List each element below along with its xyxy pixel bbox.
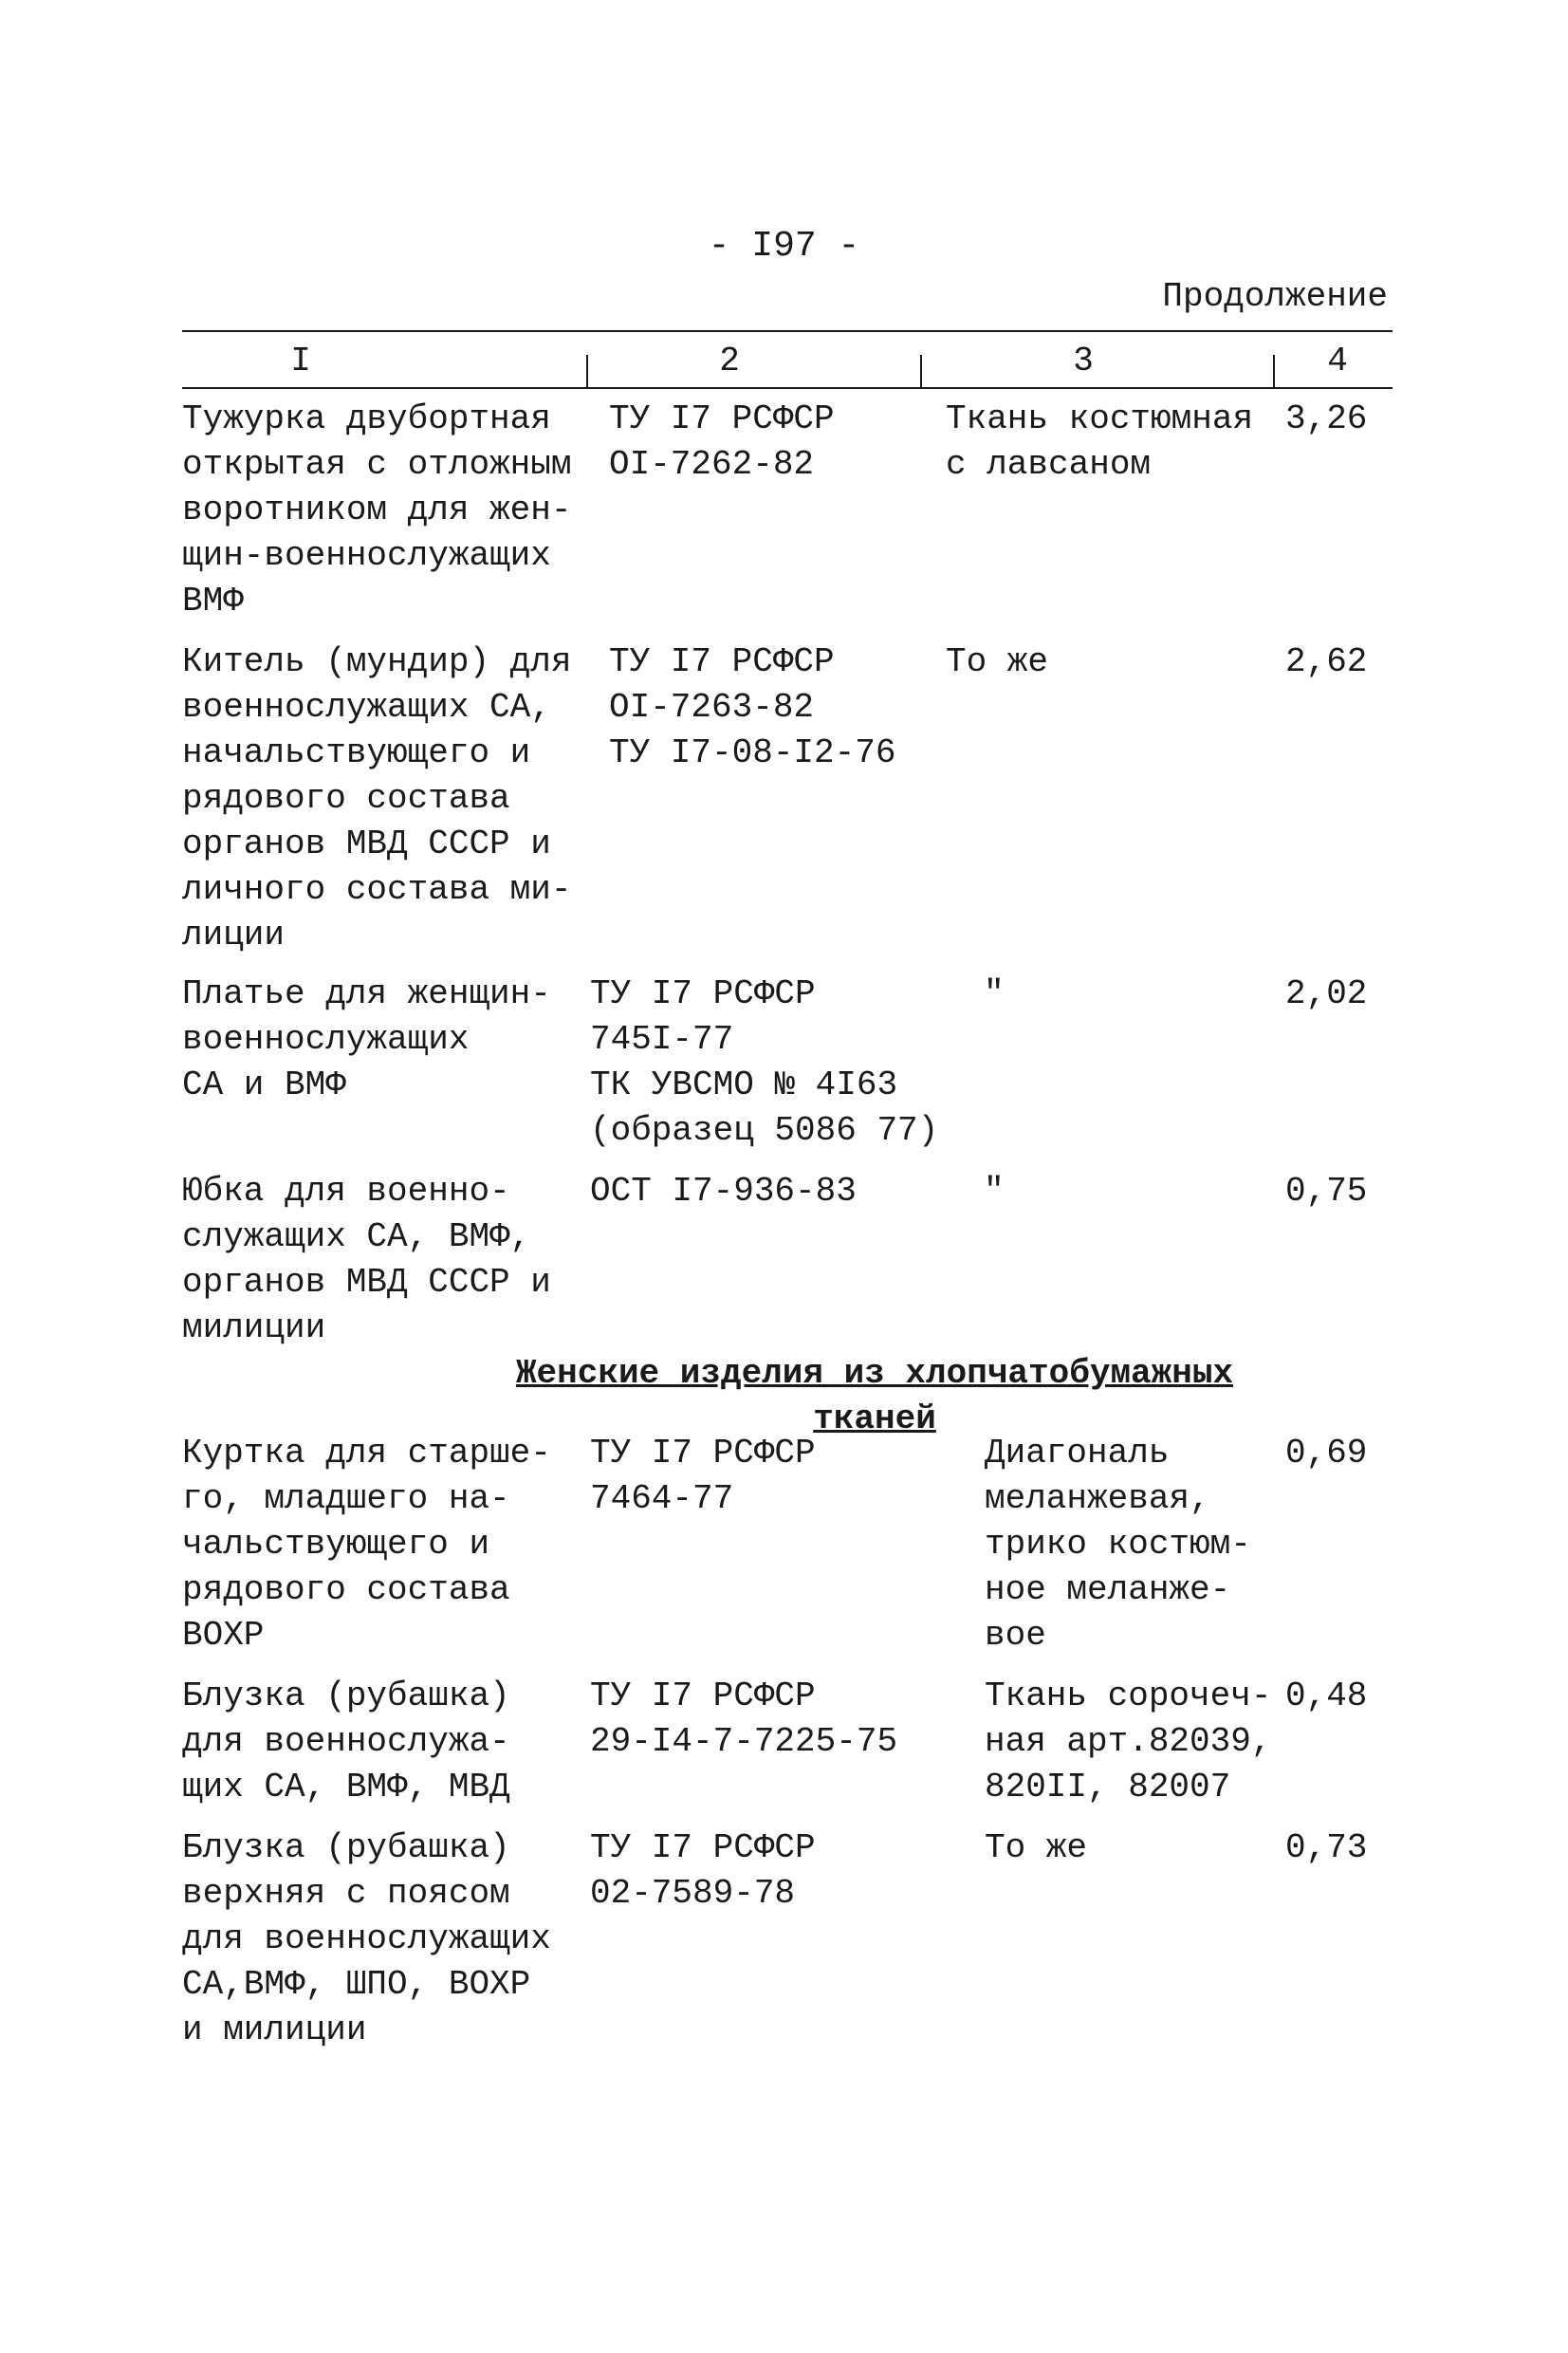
header-col-4: 4 bbox=[1327, 342, 1348, 380]
header-col-1: I bbox=[290, 342, 311, 380]
product-name: Тужурка двубортная открытая с отложным воротником для жен- щин-военнослужащих ВМФ bbox=[182, 399, 572, 621]
product-name: Китель (мундир) для военнослужащих СА, начальствующего и рядового состава органов МВД СССР и личного состава ми- лиции bbox=[182, 642, 572, 954]
standard-doc: ТУ I7 РСФСР 745I-77 ТК УВСМО № 4I63 (образец 5086 77) bbox=[590, 974, 939, 1150]
fabric: То же bbox=[946, 642, 1049, 681]
product-name: Юбка для военно- служащих СА, ВМФ, органов МВД СССР и милиции bbox=[182, 1172, 551, 1347]
fabric-ditto: " bbox=[984, 1172, 1005, 1211]
fabric: То же bbox=[985, 1828, 1088, 1867]
page-number: - I97 - bbox=[708, 226, 860, 267]
standard-doc: ТУ I7 РСФСР 29-I4-7-7225-75 bbox=[590, 1677, 898, 1761]
product-name: Платье для женщин- военнослужащих СА и ВМФ bbox=[182, 974, 551, 1104]
standard-doc: ТУ I7 РСФСР ОI-7263-82 ТУ I7-08-I2-76 bbox=[609, 642, 896, 772]
section-heading: Женские изделия из хлопчатобумажных тканей bbox=[515, 1354, 1234, 1438]
product-name: Куртка для старше- го, младшего на- чальствующего и рядового состава ВОХР bbox=[182, 1434, 551, 1655]
fabric: Ткань костюмная с лавсаном bbox=[946, 399, 1254, 484]
header-divider bbox=[920, 355, 922, 387]
fabric: Диагональ меланжевая, трико костюм- ное меланже- вое bbox=[985, 1434, 1251, 1655]
norm-value: 2,62 bbox=[1285, 642, 1368, 681]
standard-doc: ТУ I7 РСФСР 7464-77 bbox=[590, 1434, 816, 1518]
norm-value: 3,26 bbox=[1285, 399, 1368, 438]
header-col-3: 3 bbox=[1073, 342, 1094, 380]
header-col-2: 2 bbox=[719, 342, 740, 380]
norm-value: 0,69 bbox=[1285, 1434, 1368, 1473]
norm-value: 0,48 bbox=[1285, 1677, 1368, 1715]
standard-doc: ТУ I7 РСФСР 02-7589-78 bbox=[590, 1828, 816, 1913]
standard-doc: ТУ I7 РСФСР ОI-7262-82 bbox=[609, 399, 835, 484]
norm-value: 2,02 bbox=[1285, 974, 1368, 1013]
fabric: Ткань сорочеч- ная арт.82039, 820II, 82007 bbox=[985, 1677, 1272, 1806]
header-divider bbox=[586, 355, 588, 387]
header-divider bbox=[1273, 355, 1275, 387]
standard-doc: ОСТ I7-936-83 bbox=[590, 1172, 857, 1211]
fabric-ditto: " bbox=[984, 974, 1005, 1013]
specification-table bbox=[182, 330, 1393, 2049]
norm-value: 0,75 bbox=[1285, 1172, 1368, 1211]
continuation-label: Продолжение bbox=[1162, 277, 1388, 316]
product-name: Блузка (рубашка) для военнослужа- щих СА, ВМФ, МВД bbox=[182, 1677, 510, 1806]
product-name: Блузка (рубашка) верхняя с поясом для военнослужащих СА,ВМФ, ШПО, ВОХР и милиции bbox=[182, 1828, 551, 2049]
table-header bbox=[182, 330, 1393, 389]
norm-value: 0,73 bbox=[1285, 1828, 1368, 1867]
